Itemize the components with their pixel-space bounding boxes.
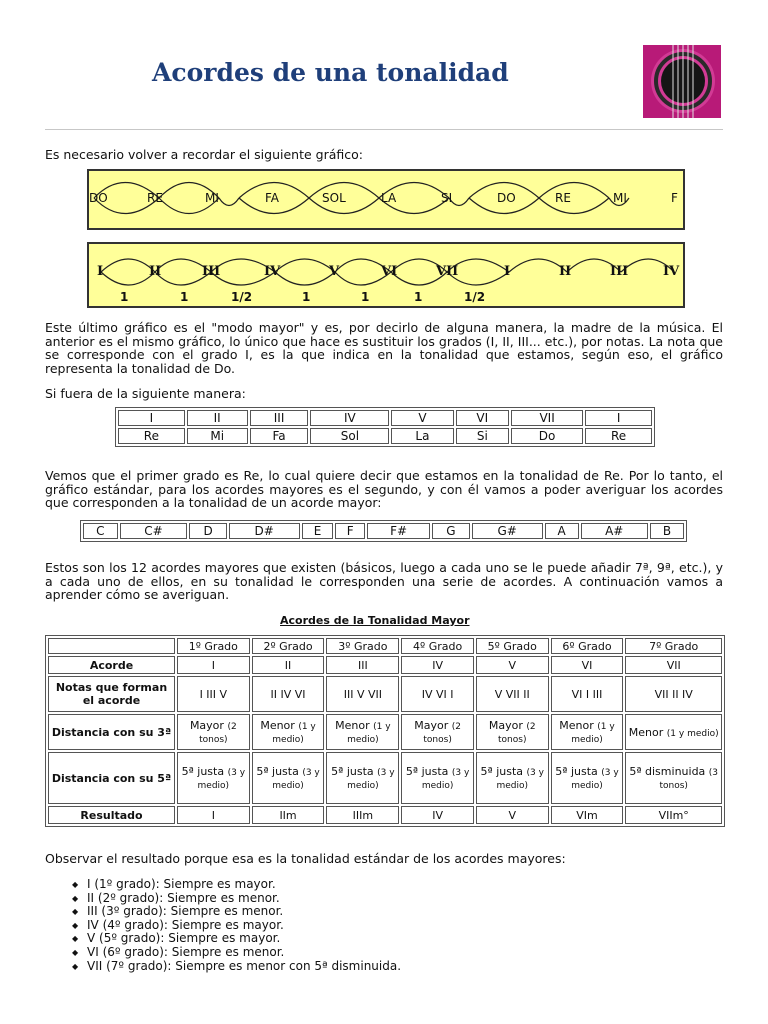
table-cell: V VII II [476, 676, 549, 712]
grado-header: 6º Grado [551, 638, 624, 654]
degree-label: VII [436, 264, 459, 279]
chromatic-table [80, 520, 687, 542]
grado-header: 2º Grado [252, 638, 325, 654]
header-divider [45, 129, 723, 130]
table-cell: 5ª justa (3 y medio) [326, 752, 399, 804]
interval-label: 1 [120, 290, 129, 304]
list-item: ◆ VII (7º grado): Siempre es menor con 5ª disminuida. [72, 960, 401, 974]
list-item: ◆ VI (6º grado): Siempre es menor. [72, 946, 401, 960]
table-cell: IV VI I [401, 676, 474, 712]
table-cell: Si [456, 428, 509, 444]
note-label: RE [147, 191, 163, 205]
degree-label: III [202, 264, 221, 279]
table-cell: IV [310, 410, 389, 426]
table-cell: G# [472, 523, 543, 539]
grado-header: 3º Grado [326, 638, 399, 654]
paragraph-si-fuera: Si fuera de la siguiente manera: [45, 386, 246, 401]
degree-label: I [504, 264, 511, 279]
list-item: ◆ II (2º grado): Siempre es menor. [72, 892, 401, 906]
list-item: ◆ V (5º grado): Siempre es mayor. [72, 932, 401, 946]
table-cell: VII [625, 656, 722, 674]
table-cell: II [187, 410, 248, 426]
interval-label: 1 [302, 290, 311, 304]
note-label: SOL [322, 191, 346, 205]
table-cell: I [177, 656, 250, 674]
row-label: Resultado [48, 806, 175, 824]
table-cell: Sol [310, 428, 389, 444]
row-label: Acorde [48, 656, 175, 674]
table-cell: A [545, 523, 579, 539]
table-cell: B [650, 523, 684, 539]
table-cell: 5ª justa (3 y medio) [551, 752, 624, 804]
degree-label: II [149, 264, 162, 279]
table-cell: III V VII [326, 676, 399, 712]
table-cell: VIIm° [625, 806, 722, 824]
paragraph-observar: Observar el resultado porque esa es la tonalidad estándar de los acordes mayores: [45, 851, 566, 866]
list-item: ◆ IV (4º grado): Siempre es mayor. [72, 919, 401, 933]
table-cell: Menor (1 y medio) [326, 714, 399, 750]
notes-diagram [87, 169, 685, 230]
table-cell: I [585, 410, 652, 426]
table-cell: E [302, 523, 334, 539]
table-cell: VIm [551, 806, 624, 824]
table-cell: 5ª justa (3 y medio) [401, 752, 474, 804]
table-cell: Do [511, 428, 583, 444]
table-cell: C [83, 523, 118, 539]
table-cell: IIm [252, 806, 325, 824]
table-cell: Mayor (2 tonos) [476, 714, 549, 750]
row-label: Notas que forman el acorde [48, 676, 175, 712]
interval-label: 1/2 [464, 290, 486, 304]
table-cell: II IV VI [252, 676, 325, 712]
table-cell: F# [367, 523, 430, 539]
degree-label: II [559, 264, 572, 279]
grado-header: 7º Grado [625, 638, 722, 654]
rules-list [72, 878, 401, 973]
table-cell: VI [551, 656, 624, 674]
table-cell: VII [511, 410, 583, 426]
row-label: Distancia con su 5ª [48, 752, 175, 804]
degree-label: I [97, 264, 104, 279]
table-cell: 5ª disminuida (3 tonos) [625, 752, 722, 804]
interval-label: 1 [180, 290, 189, 304]
note-label: MI [205, 191, 219, 205]
grado-header: 4º Grado [401, 638, 474, 654]
table-cell: 5ª justa (3 y medio) [476, 752, 549, 804]
guitar-soundhole-image [643, 45, 721, 118]
table-cell: I [118, 410, 185, 426]
table-cell: 5ª justa (3 y medio) [252, 752, 325, 804]
note-label: DO [89, 191, 108, 205]
row-label: Distancia con su 3ª [48, 714, 175, 750]
note-label: RE [555, 191, 571, 205]
interval-label: 1 [361, 290, 370, 304]
table-cell: I [177, 806, 250, 824]
note-label: FA [265, 191, 280, 205]
table-cell: Mayor (2 tonos) [177, 714, 250, 750]
table-cell: III [250, 410, 309, 426]
interval-label: 1 [414, 290, 423, 304]
table-cell: Mayor (2 tonos) [401, 714, 474, 750]
table-caption: Acordes de la Tonalidad Mayor [280, 614, 470, 627]
table-cell: La [391, 428, 453, 444]
table-cell: Re [585, 428, 652, 444]
table-row [48, 676, 722, 712]
table-cell: Re [118, 428, 185, 444]
table-row [48, 752, 722, 804]
list-item: ◆ I (1º grado): Siempre es mayor. [72, 878, 401, 892]
table-corner-cell [48, 638, 175, 654]
table-cell: 5ª justa (3 y medio) [177, 752, 250, 804]
degree-label: IV [264, 264, 281, 279]
table-cell: Menor (1 y medio) [551, 714, 624, 750]
table-row [48, 656, 722, 674]
table-cell: V [476, 656, 549, 674]
list-item: ◆ III (3º grado): Siempre es menor. [72, 905, 401, 919]
note-label: MI [613, 191, 627, 205]
table-cell: D# [229, 523, 300, 539]
table-row [48, 714, 722, 750]
re-tonality-table [115, 407, 655, 447]
degree-label: VI [381, 264, 398, 279]
degrees-diagram [87, 242, 685, 308]
grado-header: 5º Grado [476, 638, 549, 654]
grado-header: 1º Grado [177, 638, 250, 654]
note-label: DO [497, 191, 516, 205]
table-row [48, 806, 722, 824]
degree-label: IV [663, 264, 680, 279]
note-label: LA [381, 191, 397, 205]
major-tonality-table [45, 635, 725, 827]
table-cell: IV [401, 806, 474, 824]
paragraph-vemos: Vemos que el primer grado es Re, lo cual quiere decir que estamos en la tonalidad de Re. Por lo tanto, el gráfico estándar, para los acordes mayores es el segundo, y con él vamos a poder averiguar los acordes que corresponden a la tonalidad de un acorde mayor: [45, 468, 723, 510]
table-cell: V [476, 806, 549, 824]
interval-label: 1/2 [231, 290, 253, 304]
page-title: Acordes de una tonalidad [152, 58, 509, 87]
table-cell: C# [120, 523, 188, 539]
table-cell: V [391, 410, 453, 426]
table-cell: VI I III [551, 676, 624, 712]
note-label: SI [441, 191, 453, 205]
table-cell: VII II IV [625, 676, 722, 712]
table-cell: I III V [177, 676, 250, 712]
table-cell: III [326, 656, 399, 674]
paragraph-estos-son: Estos son los 12 acordes mayores que existen (básicos, luego a cada uno se le puede añadir 7ª, 9ª, etc.), y a cada uno de ellos, en su tonalidad le corresponden una serie de acordes. A continuación vamos a aprender cómo se averiguan. [45, 560, 723, 602]
table-cell: Menor (1 y medio) [252, 714, 325, 750]
intro-text: Es necesario volver a recordar el siguiente gráfico: [45, 147, 363, 162]
table-cell: IIIm [326, 806, 399, 824]
note-label: F [671, 191, 678, 205]
table-cell: A# [581, 523, 648, 539]
table-cell: F [335, 523, 365, 539]
table-cell: G [432, 523, 470, 539]
table-cell: Mi [187, 428, 248, 444]
table-cell: II [252, 656, 325, 674]
degree-label: III [610, 264, 629, 279]
table-cell: Menor (1 y medio) [625, 714, 722, 750]
guitar-icon [643, 45, 721, 118]
table-cell: IV [401, 656, 474, 674]
paragraph-modo-mayor: Este último gráfico es el "modo mayor" y es, por decirlo de alguna manera, la madre de la música. El anterior es el mismo gráfico, lo único que hace es sustituir los grados (I, II, III... etc.), por notas. La nota que se corresponde con el grado I, es la que indica en la tonalidad que estamos, según eso, el gráfico representa la tonalidad de Do. [45, 320, 723, 376]
table-cell: VI [456, 410, 509, 426]
table-cell: D [189, 523, 226, 539]
table-cell: Fa [250, 428, 309, 444]
degree-label: V [329, 264, 340, 279]
